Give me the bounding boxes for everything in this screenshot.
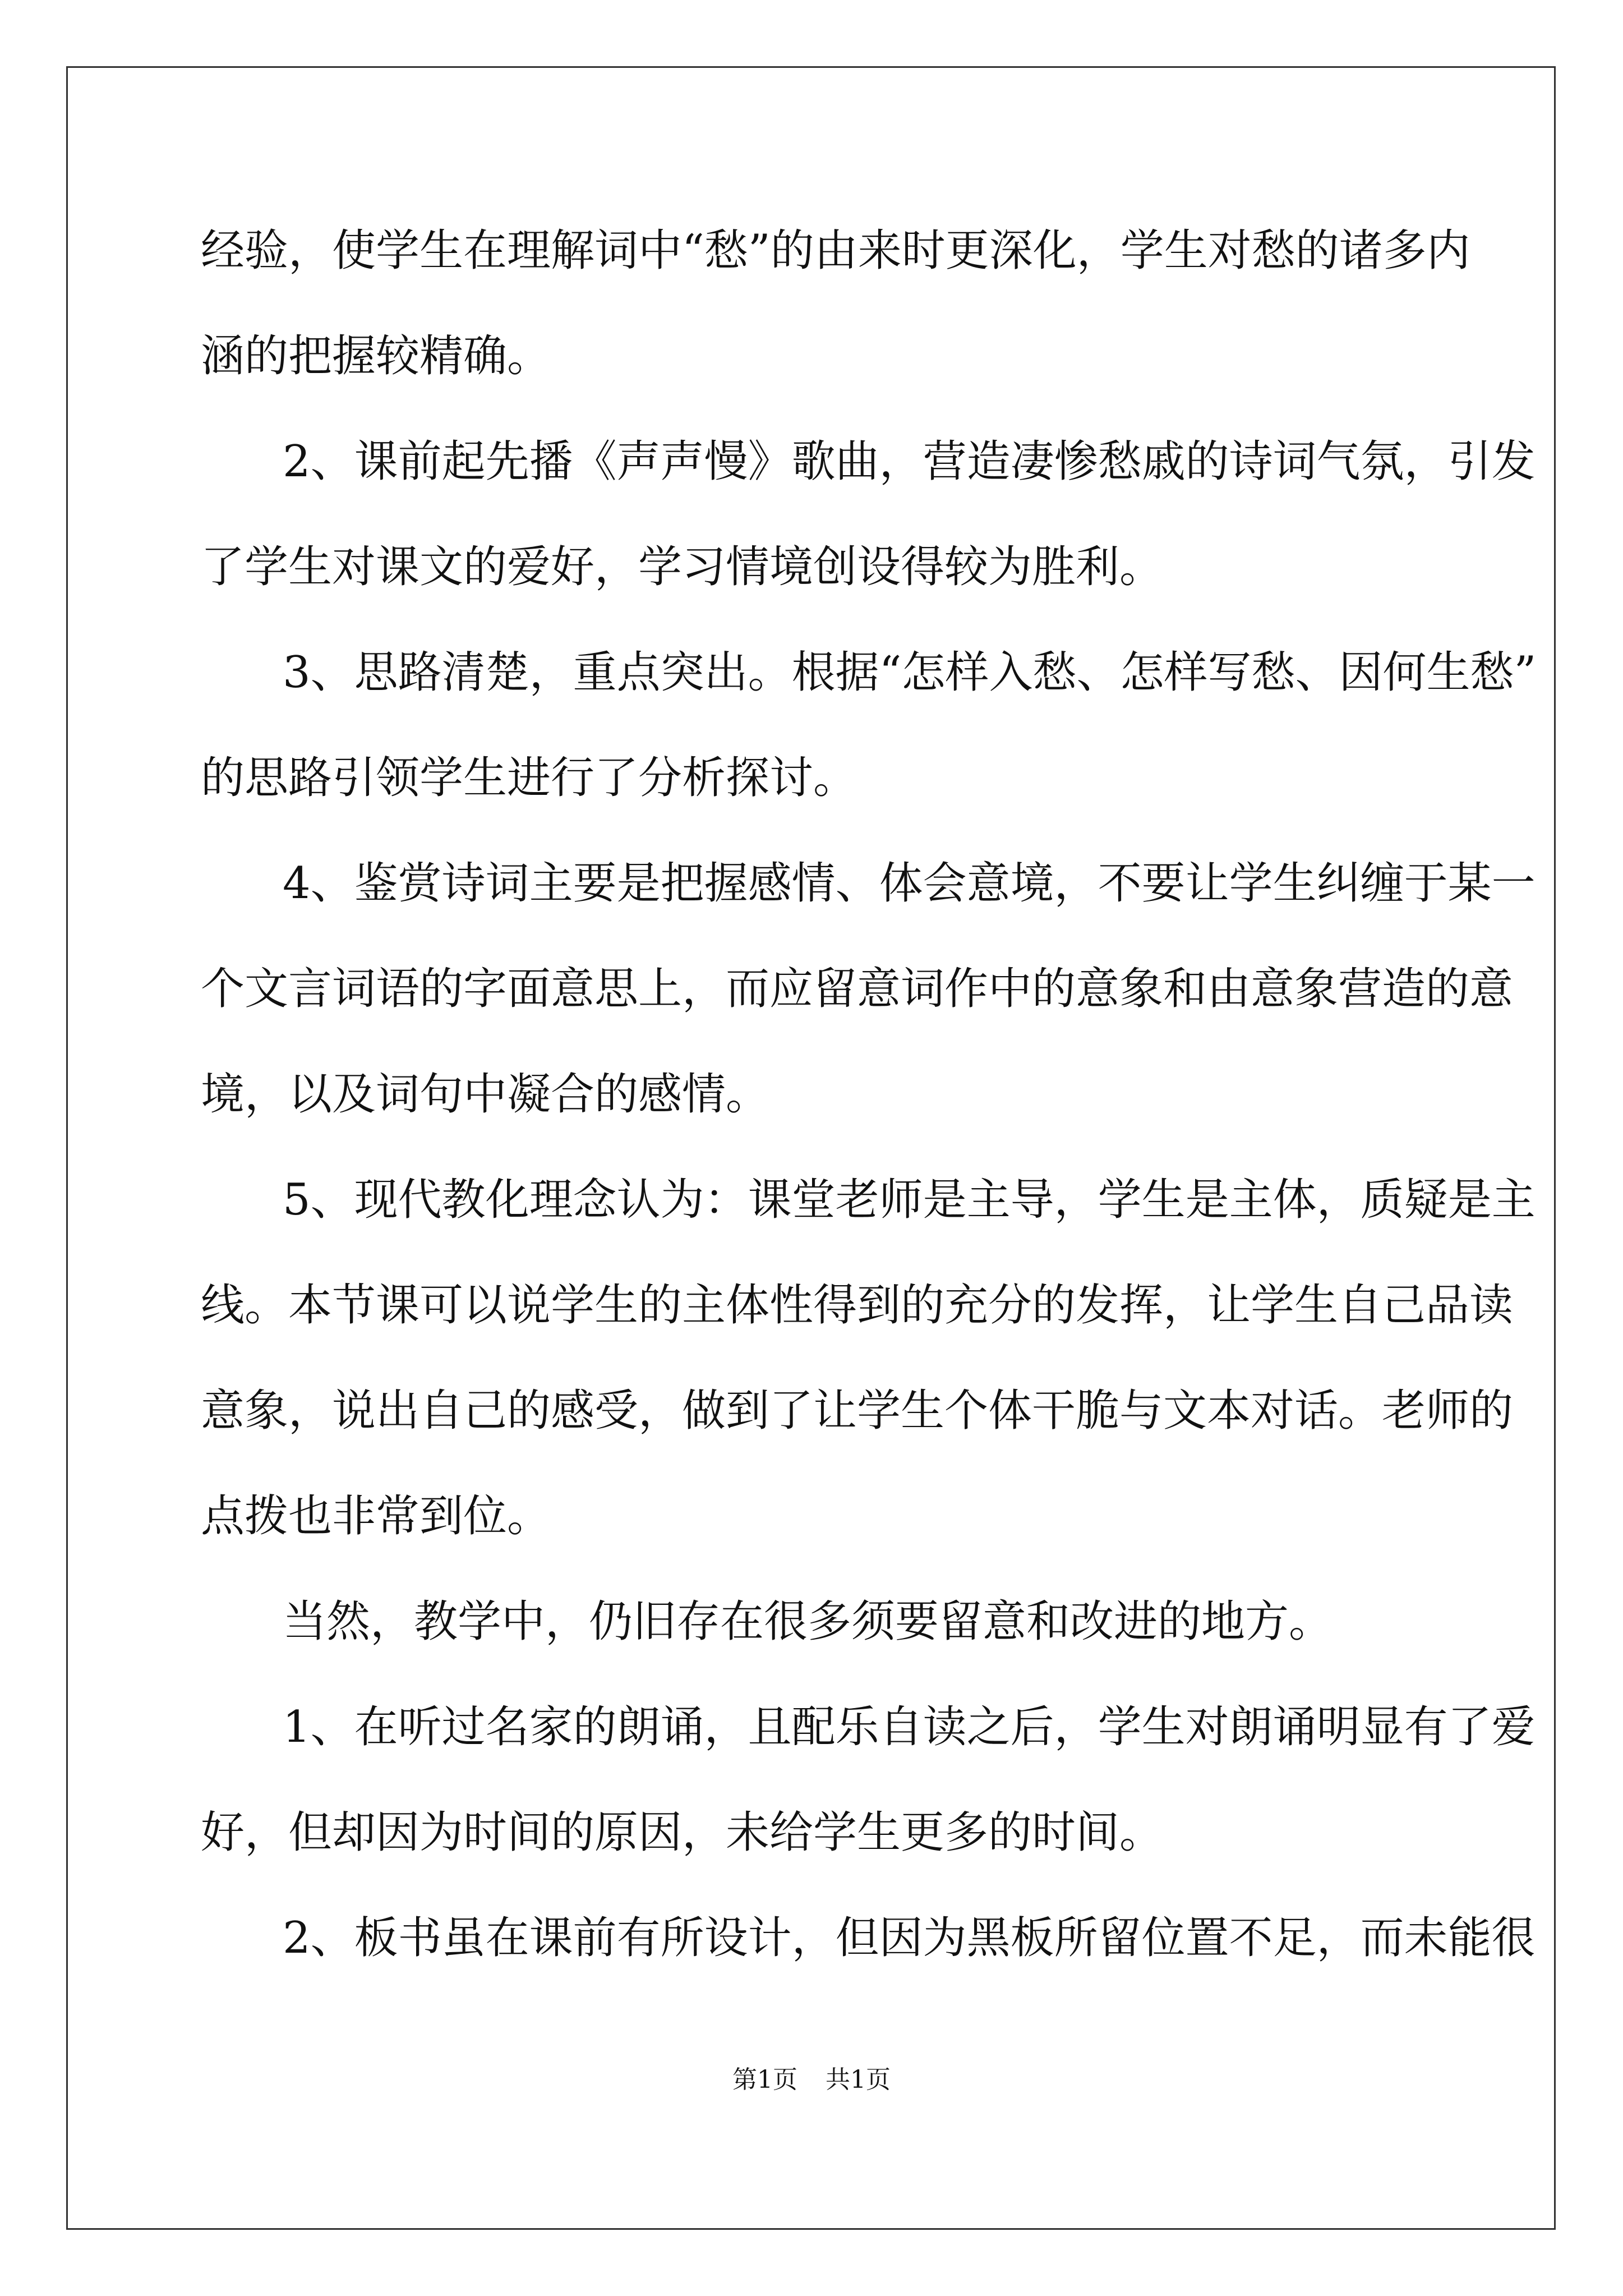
page-number: 第1页: [732, 2065, 797, 2094]
text-line-13: 点拨也非常到位。: [201, 1491, 551, 1542]
text-line-15: 1、在听过名家的朗诵，且配乐自读之后，学生对朗诵明显有了爱: [283, 1702, 1536, 1752]
text-line-6: 的思路引领学生进行了分析探讨。: [201, 753, 857, 803]
text-line-7: 4、鉴赏诗词主要是把握感情、体会意境，不要让学生纠缠于某一: [283, 858, 1536, 909]
document-body: [201, 218, 1537, 2010]
text-line-5: 3、思路清楚，重点突出。根据“怎样入愁、怎样写愁、因何生愁”: [283, 647, 1537, 698]
text-line-10: 5、现代教化理念认为：课堂老师是主导，学生是主体，质疑是主: [283, 1175, 1536, 1225]
text-line-1: 经验，使学生在理解词中“愁”的由来时更深化，学生对愁的诸多内: [201, 226, 1470, 276]
text-line-2: 涵的把握较精确。: [201, 331, 551, 381]
text-line-12: 意象，说出自己的感受，做到了让学生个体干脆与文本对话。老师的: [201, 1386, 1514, 1436]
text-line-16: 好，但却因为时间的原因，未给学生更多的时间。: [201, 1807, 1164, 1858]
page-footer: [0, 2063, 1623, 2097]
text-line-9: 境，以及词句中凝合的感情。: [201, 1069, 770, 1120]
text-line-4: 了学生对课文的爱好，学习情境创设得较为胜利。: [201, 542, 1164, 592]
page-total: 共1页: [826, 2065, 891, 2094]
text-line-14: 当然，教学中，仍旧存在很多须要留意和改进的地方。: [283, 1596, 1333, 1647]
text-line-8: 个文言词语的字面意思上，而应留意词作中的意象和由意象营造的意: [201, 964, 1514, 1014]
text-line-3: 2、课前起先播《声声慢》歌曲，营造凄惨愁戚的诗词气氛，引发: [283, 436, 1536, 487]
text-line-17: 2、板书虽在课前有所设计，但因为黑板所留位置不足，而未能很: [283, 1913, 1536, 1963]
text-line-11: 线。本节课可以说学生的主体性得到的充分的发挥，让学生自己品读: [201, 1280, 1514, 1331]
